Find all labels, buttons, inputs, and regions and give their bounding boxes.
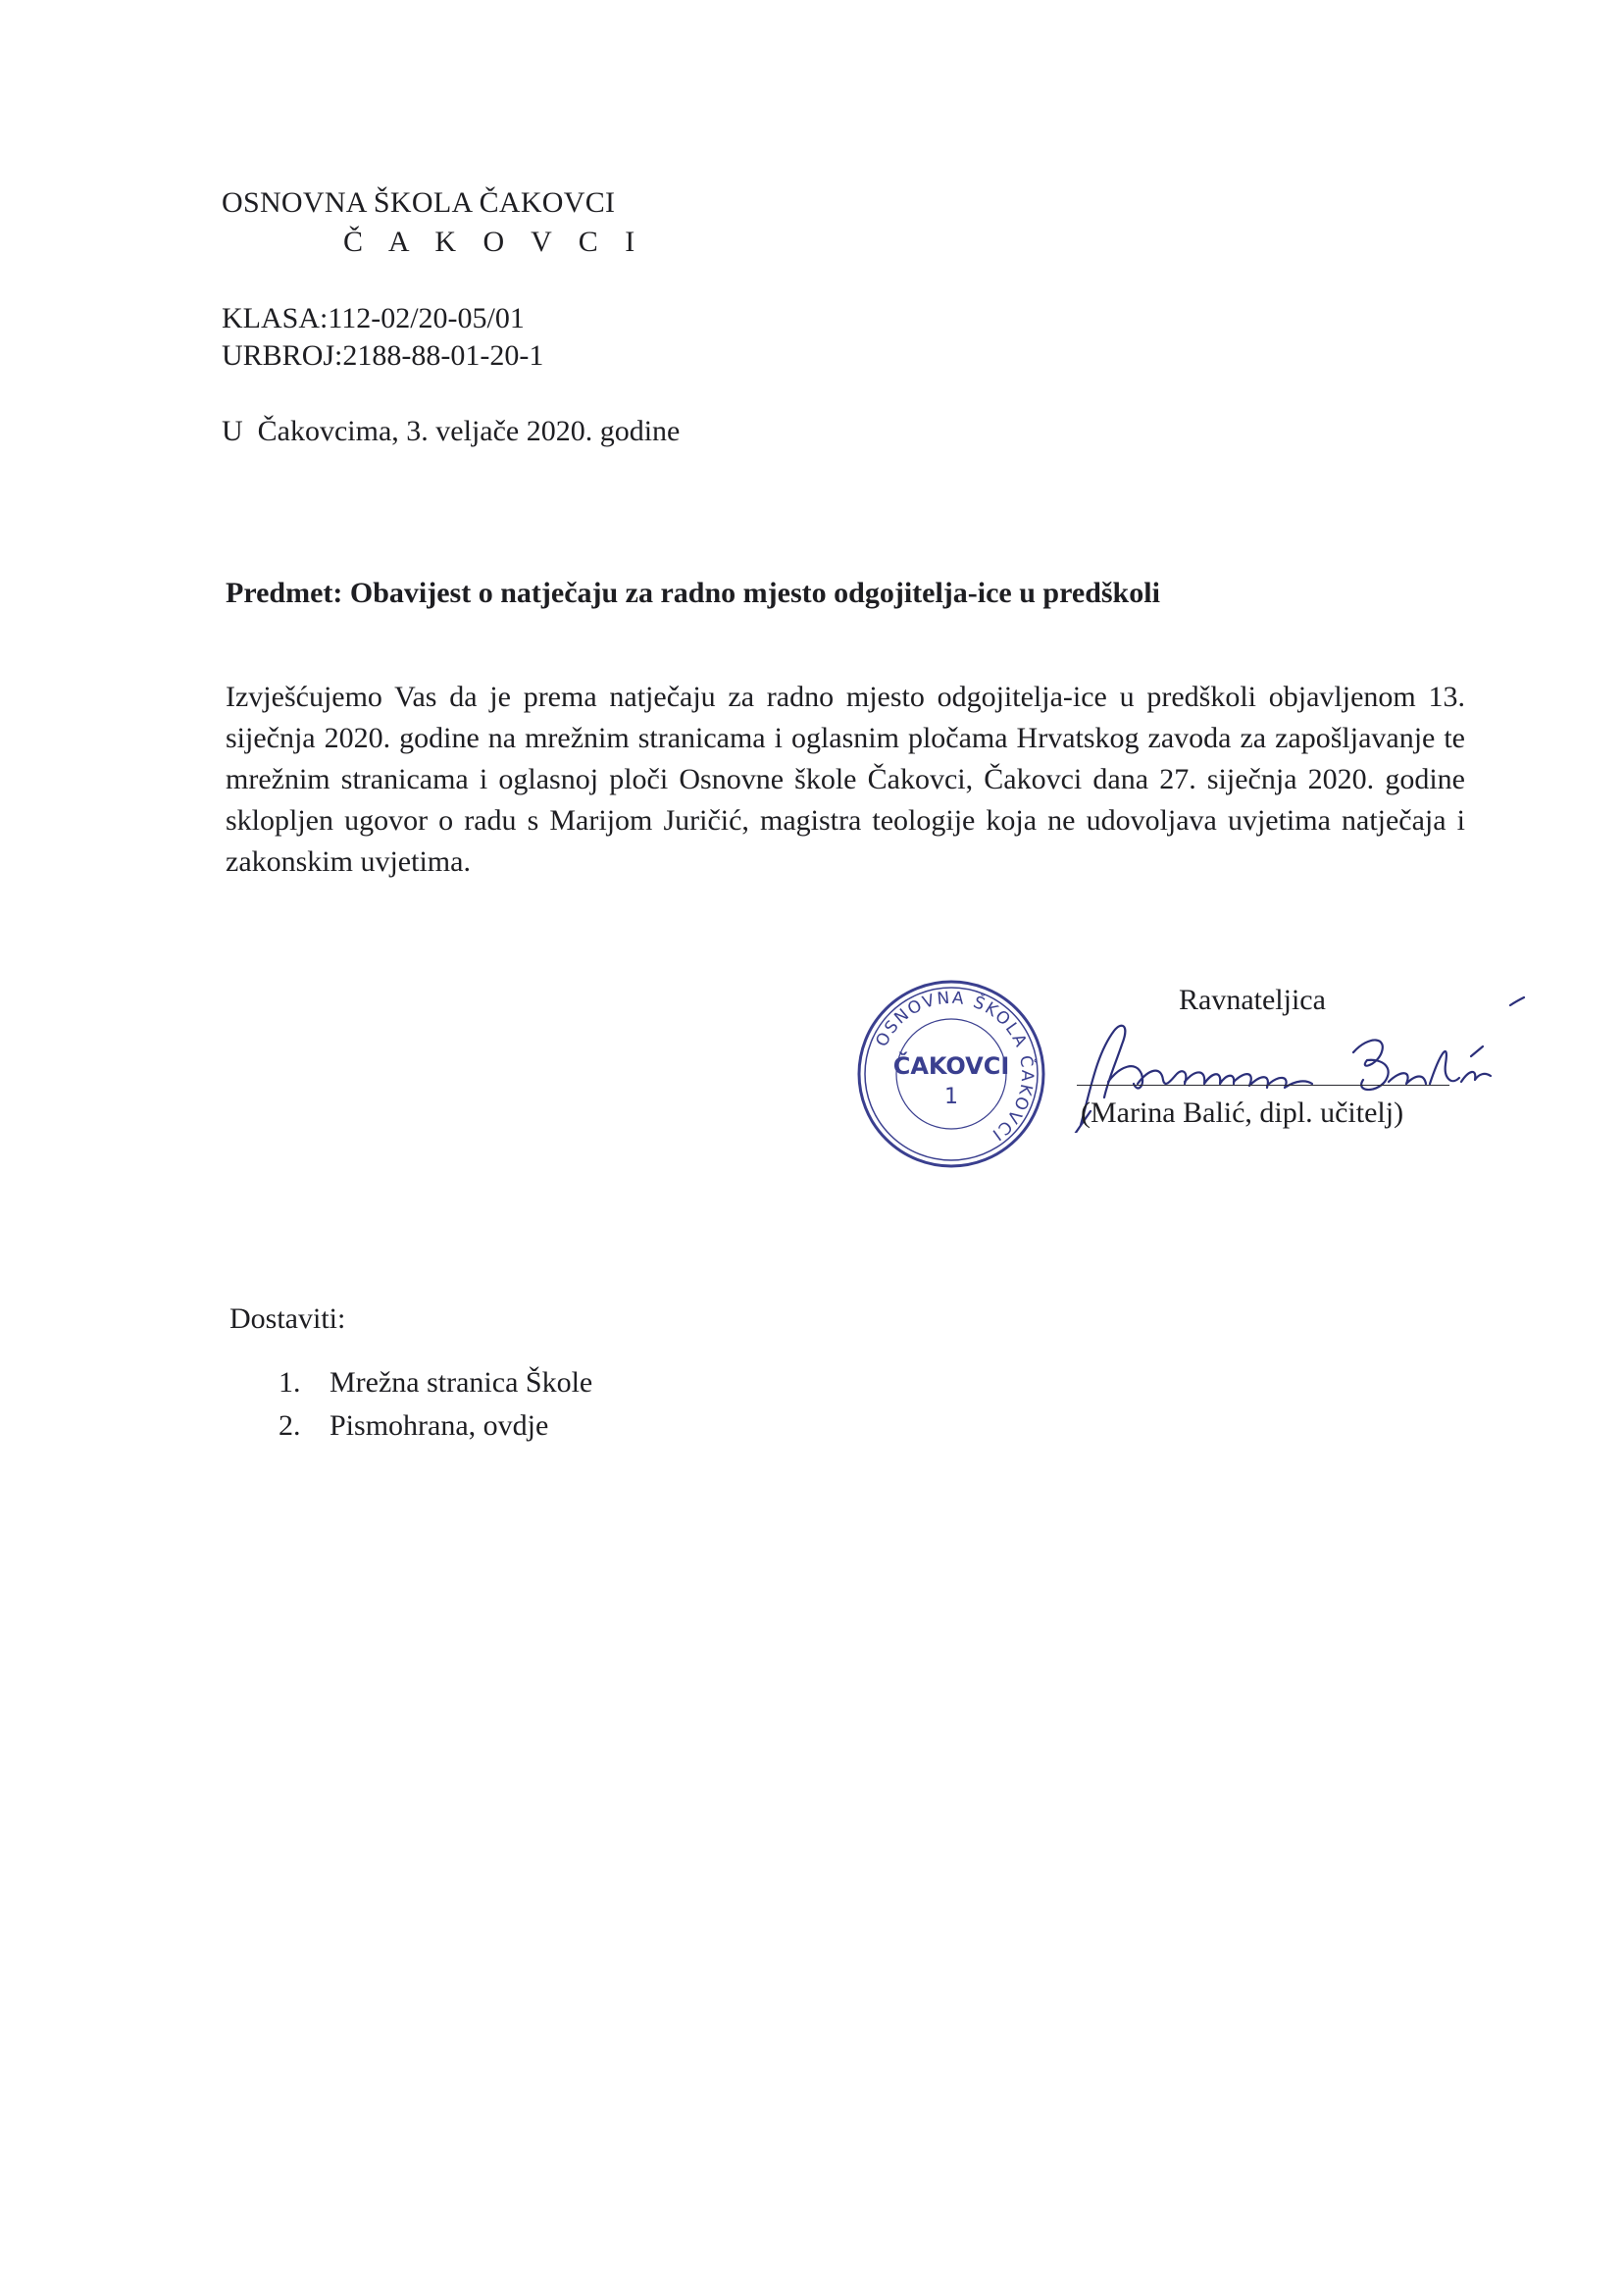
seal-ring-text: OSNOVNA ŠKOLA ČAKOVCI bbox=[872, 988, 1038, 1146]
delivery-item bbox=[279, 1361, 592, 1404]
signature-line bbox=[1077, 1085, 1449, 1086]
urbroj-reference: URBROJ:2188-88-01-20-1 bbox=[222, 339, 544, 372]
date-line: U Čakovcima, 3. veljače 2020. godine bbox=[222, 415, 681, 447]
delivery-item bbox=[279, 1404, 592, 1448]
school-seal-stamp bbox=[853, 976, 1049, 1172]
body-paragraph: Izvješćujemo Vas da je prema natječaju za radno mjesto odgojitelja-ice u predškoli objavljenom 13. siječnja 2020. godine na mrežnim stranicama i oglasnim pločama Hrvatskog zavoda za zapošljavanje te mrežnim stranicama i oglasnoj ploči Osnovne škole Čakovci, Čakovci dana 27. siječnja 2020. godine sklopljen ugovor o radu s Marijom Juričić, magistra teologije koja ne udovoljava uvjetima natječaja i zakonskim uvjetima. bbox=[226, 681, 1465, 878]
school-name: OSNOVNA ŠKOLA ČAKOVCI bbox=[222, 186, 616, 219]
signer-title: Ravnateljica bbox=[1179, 984, 1326, 1016]
delivery-item-text: Mrežna stranica Škole bbox=[330, 1366, 593, 1399]
school-city: Č A K O V C I bbox=[343, 226, 645, 258]
delivery-item-text: Pismohrana, ovdje bbox=[330, 1409, 549, 1442]
delivery-item-number: 2. bbox=[279, 1409, 301, 1442]
seal-number: 1 bbox=[944, 1085, 958, 1109]
delivery-list bbox=[279, 1361, 592, 1448]
subject-line: Predmet: Obavijest o natječaju za radno mjesto odgojitelja-ice u predškoli bbox=[226, 577, 1160, 609]
seal-center-text: ČAKOVCI bbox=[892, 1052, 1010, 1080]
klasa-reference: KLASA:112-02/20-05/01 bbox=[222, 302, 525, 334]
signer-name: (Marina Balić, dipl. učitelj) bbox=[1081, 1096, 1404, 1129]
delivery-item-number: 1. bbox=[279, 1366, 301, 1399]
delivery-label: Dostaviti: bbox=[229, 1302, 346, 1335]
